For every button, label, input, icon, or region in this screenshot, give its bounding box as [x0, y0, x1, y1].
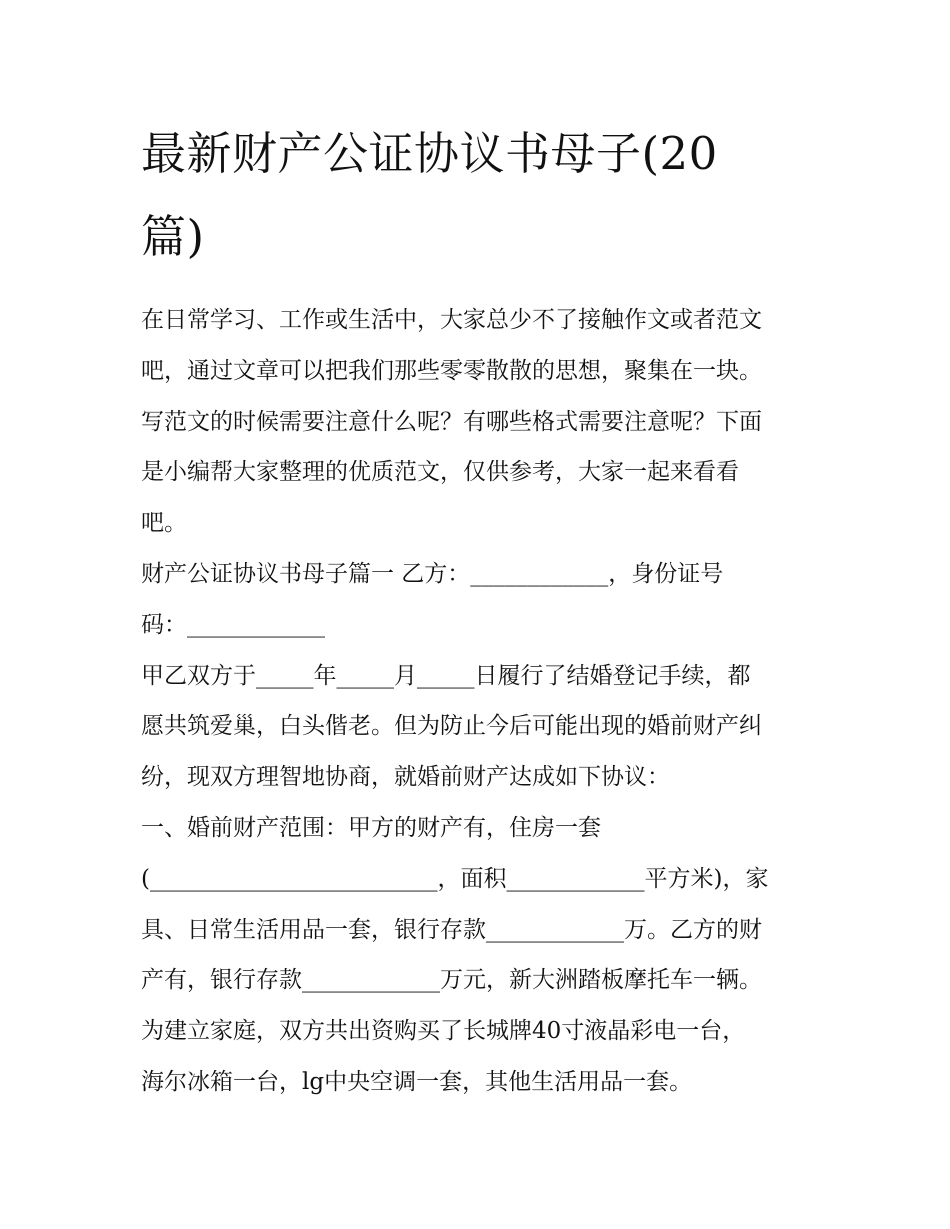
section-heading-line: 财产公证协议书母子篇一 乙方：____________，身份证号 — [141, 560, 724, 587]
clause-line-4: 产有，银行存款____________万元，新大洲踏板摩托车一辆。 — [141, 967, 762, 994]
document-body — [141, 295, 821, 1108]
intro-line-2: 吧，通过文章可以把我们那些零零散散的思想，聚集在一块。 — [141, 357, 762, 384]
clause-line-2: (_________________________，面积____________平方米)，家 — [141, 865, 769, 892]
id-number-line: 码：____________ — [141, 611, 325, 638]
title-line-2: 篇) — [141, 210, 205, 263]
paragraph-line-3: 纷，现双方理智地协商，就婚前财产达成如下协议： — [141, 764, 670, 791]
intro-line-3: 写范文的时候需要注意什么呢？有哪些格式需要注意呢？下面 — [141, 408, 762, 435]
title-line-1: 最新财产公证协议书母子(20 — [141, 127, 718, 180]
paragraph-line-1: 甲乙双方于_____年_____月_____日履行了结婚登记手续，都 — [141, 662, 751, 689]
intro-line-4: 是小编帮大家整理的优质范文，仅供参考，大家一起来看看 — [141, 459, 739, 486]
document-title — [141, 112, 821, 278]
intro-line-1: 在日常学习、工作或生活中，大家总少不了接触作文或者范文 — [141, 307, 762, 333]
paragraph-line-2: 愿共筑爱巢，白头偕老。但为防止今后可能出现的婚前财产纠 — [141, 713, 762, 740]
intro-line-5: 吧。 — [141, 510, 187, 537]
clause-line-1: 一、婚前财产范围：甲方的财产有，住房一套 — [141, 814, 601, 841]
document-page — [141, 112, 821, 1108]
clause-line-3: 具、日常生活用品一套，银行存款____________万。乙方的财 — [141, 916, 762, 943]
clause-line-5: 为建立家庭，双方共出资购买了长城牌40寸液晶彩电一台， — [141, 1018, 746, 1045]
clause-line-6: 海尔冰箱一台，lg中央空调一套，其他生活用品一套。 — [141, 1068, 693, 1095]
